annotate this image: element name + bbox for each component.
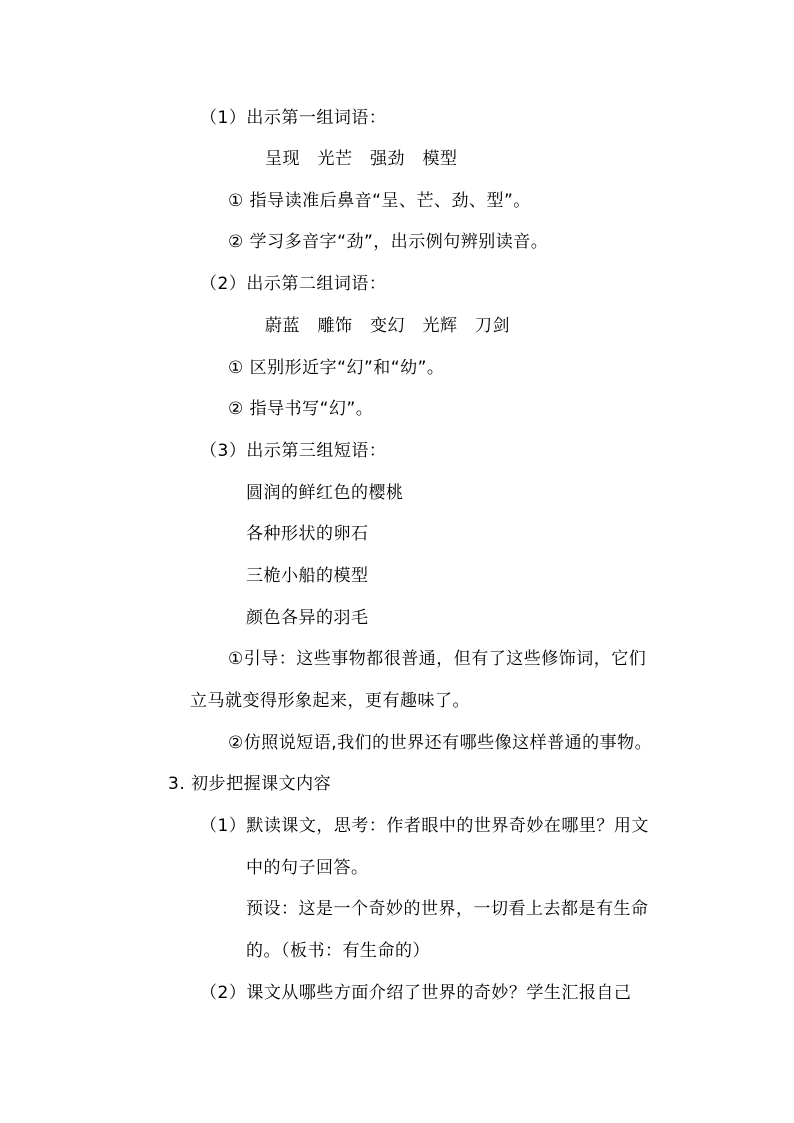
preset-answer-line-1: 预设：这是一个奇妙的世界，一切看上去都是有生命 [246,899,649,919]
section-3-heading: （3）出示第三组短语： [200,441,387,461]
word-group-2: 蔚蓝 雕饰 变幻 光辉 刀剑 [265,316,510,336]
step-1-2: ② 学习多音字“劲”，出示例句辨别读音。 [228,232,549,252]
step-2-2: ② 指导书写“幻”。 [228,399,374,419]
phrase-2: 各种形状的卵石 [246,524,369,544]
step-2-1: ① 区别形近字“幻”和“幼”。 [228,358,445,378]
word-group-1: 呈现 光芒 强劲 模型 [265,149,458,169]
phrase-1: 圆润的鲜红色的樱桃 [246,483,404,503]
question-1-line-2: 中的句子回答。 [246,858,369,878]
section-2-heading: （2）出示第二组词语： [200,274,387,294]
guide-paragraph-line-2: 立马就变得形象起来，更有趣味了。 [190,691,470,711]
preset-answer-line-2: 的。（板书：有生命的） [246,941,430,961]
phrase-4: 颜色各异的羽毛 [246,608,369,628]
imitation-step: ②仿照说短语,我们的世界还有哪些像这样普通的事物。 [228,733,653,753]
question-1-line-1: （1）默读课文，思考：作者眼中的世界奇妙在哪里？用文 [200,816,649,836]
guide-paragraph-line-1: ①引导：这些事物都很普通，但有了这些修饰词，它们 [228,649,647,669]
part-3-heading: 3. 初步把握课文内容 [168,774,332,794]
step-1-1: ① 指导读准后鼻音“呈、芒、劲、型”。 [228,191,531,211]
question-2-line-1: （2）课文从哪些方面介绍了世界的奇妙？学生汇报自己 [200,983,632,1003]
section-1-heading: （1）出示第一组词语： [200,108,387,128]
phrase-3: 三桅小船的模型 [246,566,369,586]
